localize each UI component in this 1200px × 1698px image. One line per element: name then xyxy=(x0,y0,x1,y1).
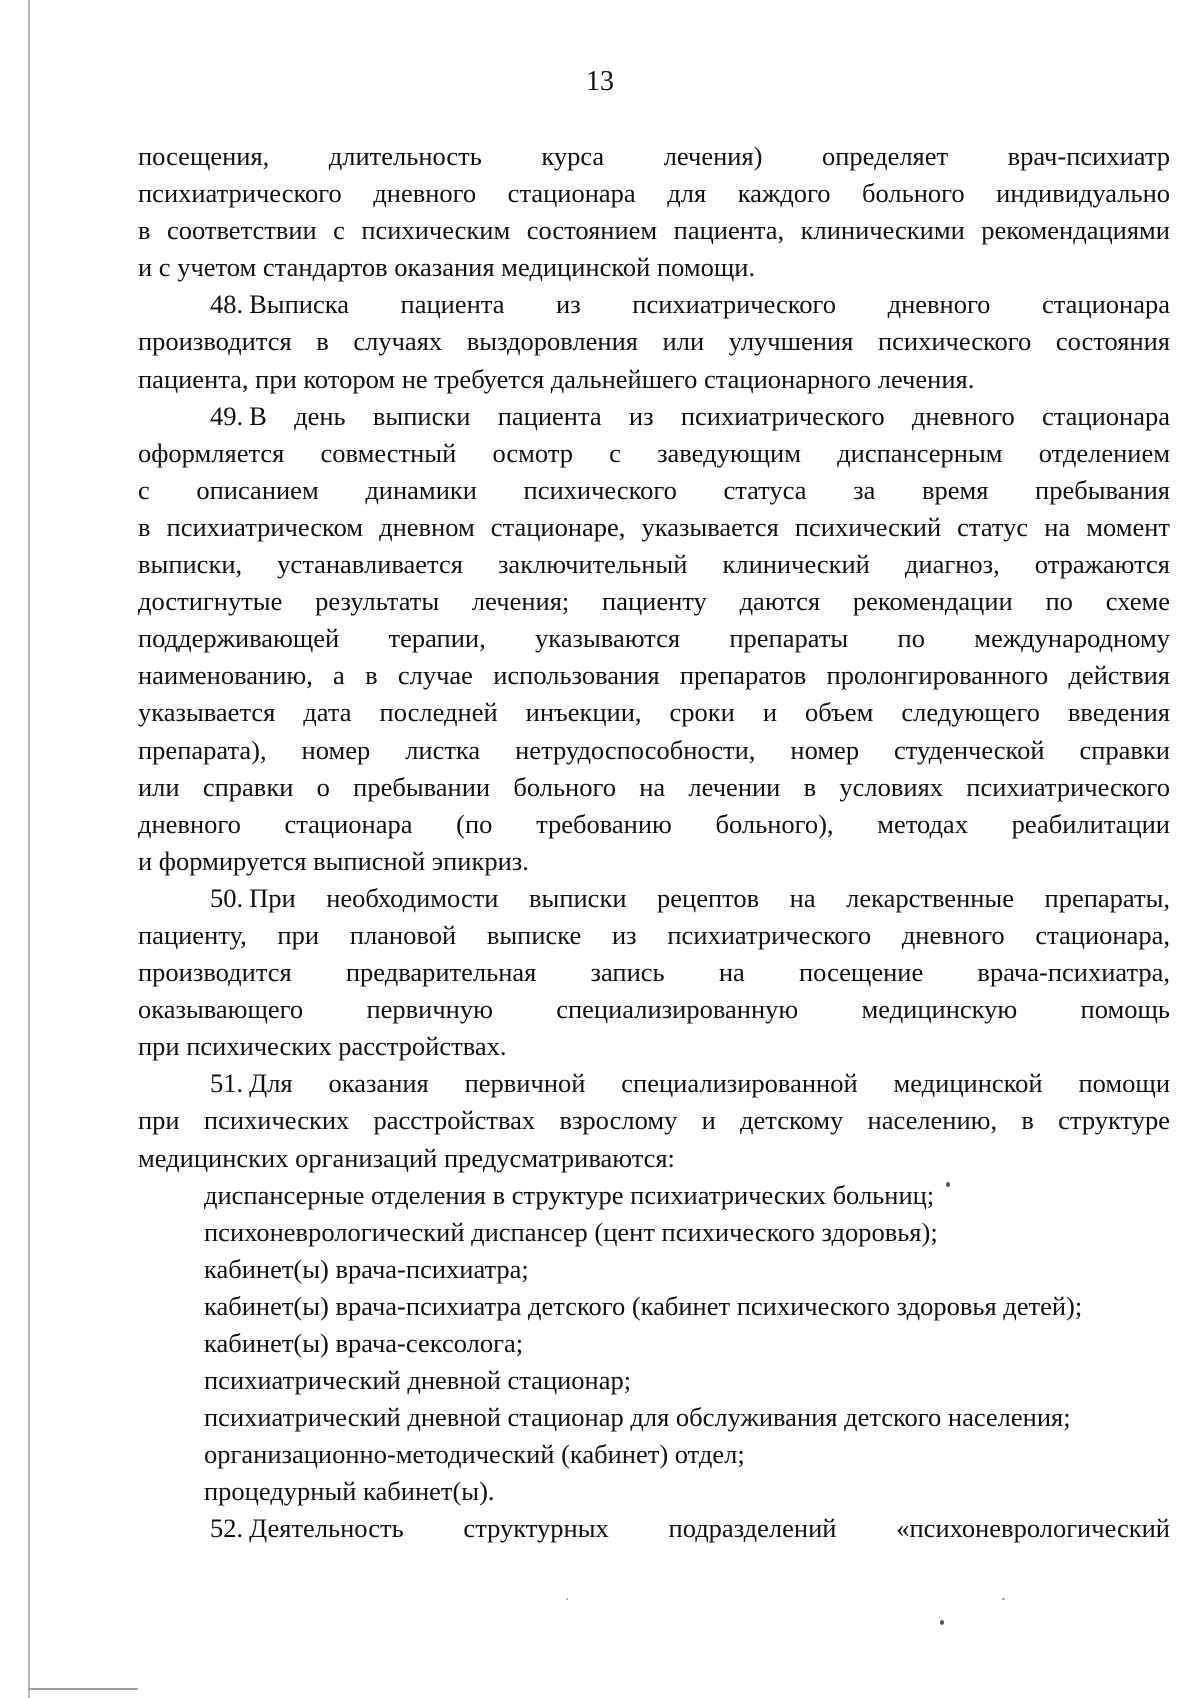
scan-speck xyxy=(946,1182,950,1187)
text-line: дневного стационара (по требованию больного), методах реабилитации xyxy=(138,808,1170,839)
list-item: психоневрологический диспансер (цент психического здоровья); xyxy=(204,1216,938,1247)
text-line: и с учетом стандартов оказания медицинской помощи. xyxy=(138,252,756,283)
paragraph-52 xyxy=(138,1510,1170,1547)
text-line: посещения, длительность курса лечения) определяет врач-психиатр xyxy=(138,141,1170,171)
text-line: достигнутые результаты лечения; пациенту даются рекомендации по схеме xyxy=(138,586,1170,617)
text-fragment: В день выписки пациента из психиатрического дневного стационара xyxy=(249,400,1170,431)
text-line: производится в случаях выздоровления или улучшения психического состояния xyxy=(138,326,1170,357)
paragraph-number: 49. xyxy=(210,400,244,431)
structure-list xyxy=(138,1177,1170,1511)
paragraph-49 xyxy=(138,398,1170,880)
text-line: пациента, при котором не требуется дальнейшего стационарного лечения. xyxy=(138,363,975,394)
text-line: пациенту, при плановой выписке из психиатрического дневного стационара, xyxy=(138,919,1170,950)
paragraph-number: 51. xyxy=(210,1068,244,1099)
list-item: психиатрический дневной стационар; xyxy=(204,1365,632,1396)
paragraph-number: 50. xyxy=(210,882,244,913)
text-line: указывается дата последней инъекции, сроки и объем следующего введения xyxy=(138,697,1170,728)
text-line: при психических расстройствах взрослому и детскому населению, в структуре xyxy=(138,1105,1170,1136)
text-line: в психиатрическом дневном стационаре, указывается психический статус на момент xyxy=(138,511,1170,542)
text-line xyxy=(138,286,1170,323)
text-line xyxy=(138,398,1170,435)
scan-edge-line xyxy=(28,0,30,1698)
page-number: 13 xyxy=(586,66,614,97)
text-line: выписки, устанавливается заключительный клинический диагноз, отражаются xyxy=(138,549,1170,580)
text-line: и формируется выписной эпикриз. xyxy=(138,845,529,876)
list-item: психиатрический дневной стационар для обслуживания детского населения; xyxy=(204,1402,1071,1433)
paragraph-51 xyxy=(138,1065,1170,1176)
text-line: оформляется совместный осмотр с заведующим диспансерным отделением xyxy=(138,437,1170,468)
scan-edge-line xyxy=(28,1688,138,1690)
list-item: организационно-методический (кабинет) отдел; xyxy=(204,1439,745,1470)
text-line: производится предварительная запись на посещение врача-психиатра, xyxy=(138,957,1170,988)
text-line: оказывающего первичную специализированную медицинскую помощь xyxy=(138,994,1170,1025)
text-line: медицинских организаций предусматриваются: xyxy=(138,1142,675,1173)
paragraph xyxy=(138,138,1170,286)
text-line xyxy=(138,1510,1170,1547)
paragraph-48 xyxy=(138,286,1170,397)
text-line: с описанием динамики психического статуса за время пребывания xyxy=(138,474,1170,505)
list-item: процедурный кабинет(ы). xyxy=(204,1476,495,1507)
text-line: препарата), номер листка нетрудоспособности, номер студенческой справки xyxy=(138,734,1170,765)
text-line xyxy=(138,880,1170,917)
text-line: при психических расстройствах. xyxy=(138,1031,507,1062)
paragraph-50 xyxy=(138,880,1170,1065)
paragraph-number: 52. xyxy=(210,1513,244,1544)
paragraph-number: 48. xyxy=(210,289,244,320)
text-line: психиатрического дневного стационара для каждого больного индивидуально xyxy=(138,178,1170,209)
text-line: в соответствии с психическим состоянием пациента, клиническими рекомендациями xyxy=(138,215,1170,246)
text-line: поддерживающей терапии, указываются препараты по международному xyxy=(138,623,1170,654)
text-line: наименованию, а в случае использования препаратов пролонгированного действия xyxy=(138,660,1170,691)
scan-speck xyxy=(1002,1598,1005,1600)
list-item: диспансерные отделения в структуре психиатрических больниц; xyxy=(204,1179,935,1210)
text-fragment: Деятельность структурных подразделений «психоневрологический xyxy=(249,1513,1170,1544)
scan-speck xyxy=(566,1598,568,1600)
list-item: кабинет(ы) врача-сексолога; xyxy=(204,1328,524,1358)
text-line: или справки о пребывании больного на лечении в условиях психиатрического xyxy=(138,771,1170,802)
text-line xyxy=(138,1065,1170,1102)
document-body xyxy=(138,138,1170,1548)
list-item: кабинет(ы) врача-психиатра; xyxy=(204,1253,529,1284)
list-item: кабинет(ы) врача-психиатра детского (кабинет психического здоровья детей); xyxy=(204,1290,1083,1321)
text-fragment: Выписка пациента из психиатрического дневного стационара xyxy=(249,289,1170,320)
text-fragment: При необходимости выписки рецептов на лекарственные препараты, xyxy=(249,882,1170,913)
scan-speck xyxy=(940,1620,944,1625)
text-fragment: Для оказания первичной специализированной медицинской помощи xyxy=(249,1068,1170,1099)
